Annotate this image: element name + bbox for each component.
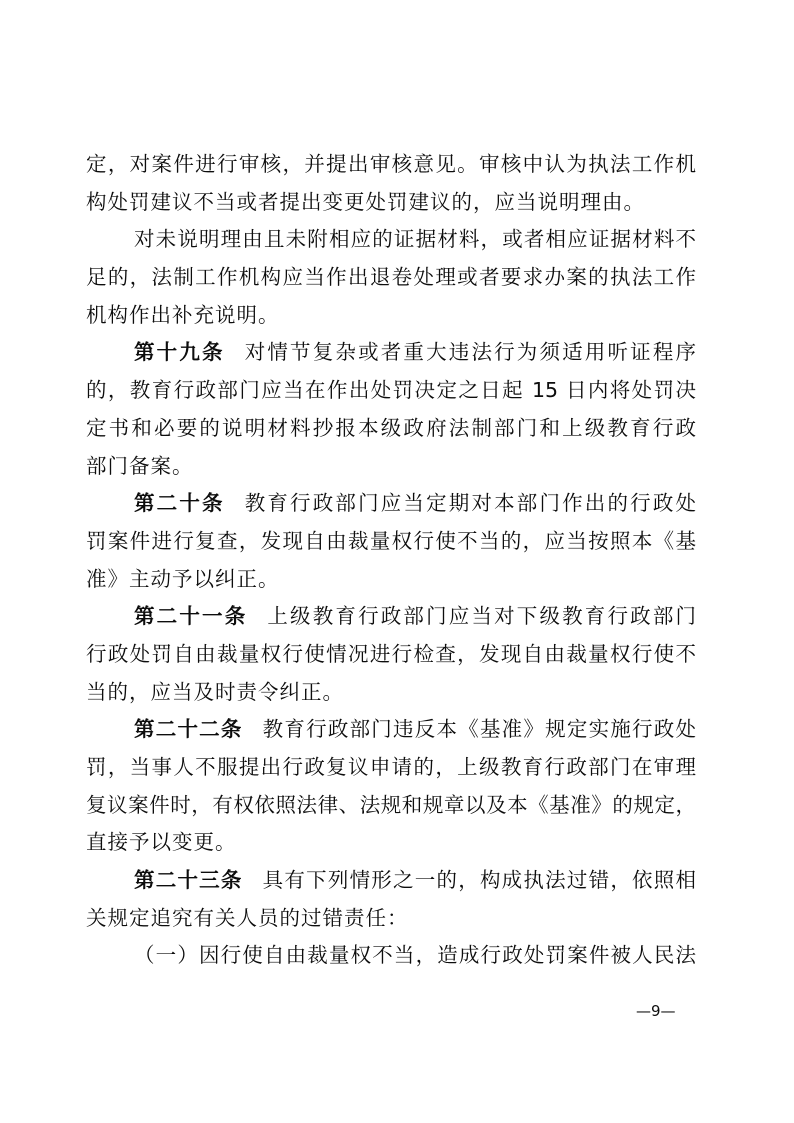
page-number: —9— [636, 1002, 676, 1020]
line-text: 具有下列情形之一的，构成执法过错，依照相 [262, 868, 696, 893]
line-text: 对情节复杂或者重大违法行为须适用听证程序 [244, 340, 696, 365]
text-line: 对未说明理由且未附相应的证据材料，或者相应证据材料不 [134, 227, 696, 252]
article-number: 第二十三条 [134, 868, 243, 893]
text-line: 直接予以变更。 [86, 830, 237, 855]
line-text: 教育行政部门应当定期对本部门作出的行政处 [244, 491, 696, 516]
article-number: 第二十条 [134, 491, 225, 516]
article-number: 第十九条 [134, 340, 225, 365]
article-heading-line [86, 711, 696, 749]
article-heading-line [86, 334, 696, 372]
text-line: 构处罚建议不当或者提出变更处罚建议的，应当说明理由。 [86, 189, 645, 214]
document-body [86, 146, 696, 975]
text-line: 罚，当事人不服提出行政复议申请的，上级教育行政部门在审理 [86, 755, 696, 779]
text-line: 定书和必要的说明材料抄报本级政府法制部门和上级教育行政 [86, 415, 696, 440]
article-heading-line [86, 598, 696, 636]
article-heading-line [86, 862, 696, 900]
article-heading-line [86, 485, 696, 523]
text-line: 关规定追究有关人员的过错责任： [86, 905, 409, 930]
text-line: 定，对案件进行审核，并提出审核意见。审核中认为执法工作机 [86, 152, 696, 176]
text-line: 准》主动予以纠正。 [86, 566, 280, 591]
article-number: 第二十二条 [134, 717, 243, 742]
text-line: 足的，法制工作机构应当作出退卷处理或者要求办案的执法工作 [86, 265, 696, 290]
line-text: 教育行政部门违反本《基准》规定实施行政处 [262, 717, 696, 742]
text-line: 部门备案。 [86, 453, 194, 478]
text-line: 行政处罚自由裁量权行使情况进行检查，发现自由裁量权行使不 [86, 641, 696, 666]
text-line: 机构作出补充说明。 [86, 302, 280, 327]
text-line: 当的，应当及时责令纠正。 [86, 679, 344, 704]
line-text: 上级教育行政部门应当对下级教育行政部门 [267, 604, 696, 629]
text-line: （一）因行使自由裁量权不当，造成行政处罚案件被人民法 [134, 943, 696, 968]
text-line: 的，教育行政部门应当在作出处罚决定之日起 15 日内将处罚决 [86, 378, 696, 403]
text-line: 复议案件时，有权依照法律、法规和规章以及本《基准》的规定， [86, 792, 696, 817]
text-line: 罚案件进行复查，发现自由裁量权行使不当的，应当按照本《基 [86, 528, 696, 553]
article-number: 第二十一条 [134, 604, 248, 629]
